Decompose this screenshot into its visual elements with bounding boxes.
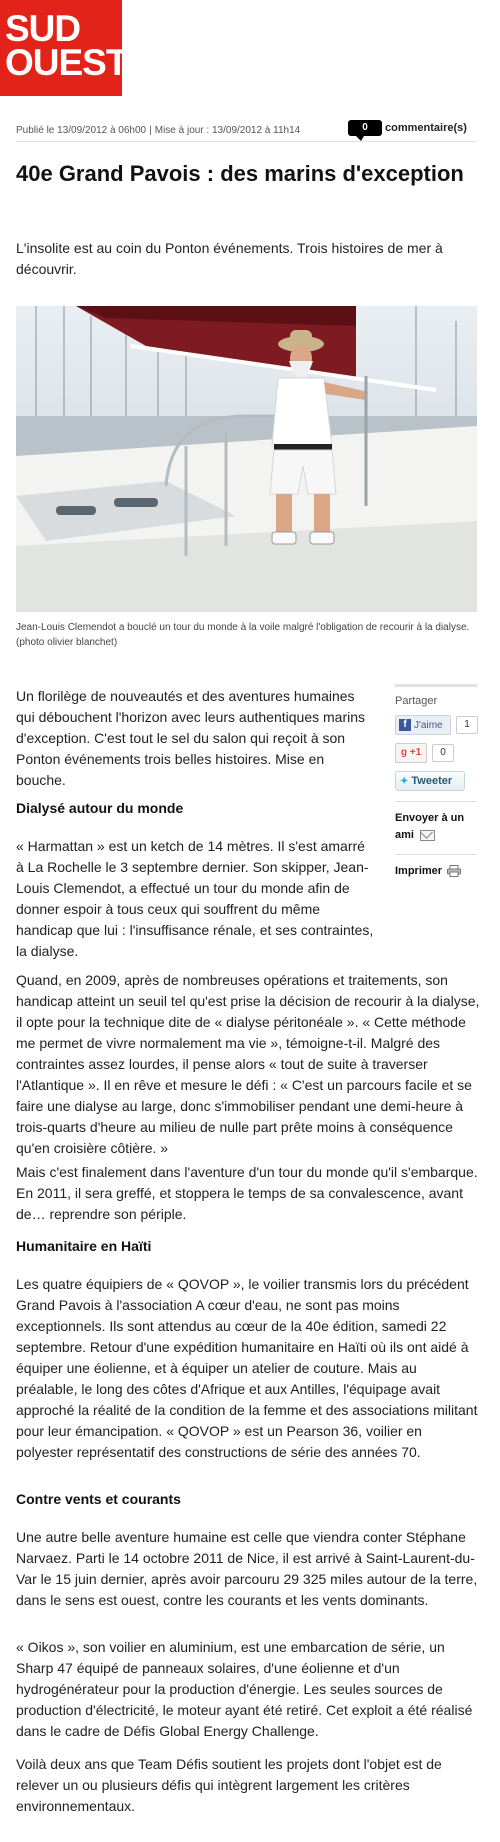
envelope-icon — [420, 830, 435, 841]
article-paragraph-4: Les quatre équipiers de « QOVOP », le voilier transmis lors du précédent Grand Pavois à l'association A cœur d'eau, ne sont pas moins exceptionnels. Ils sont attendus au cœur de la 40e édition, samedi 22 septembre. Retour d'une expédition humanitaire en Haïti où ils ont aidé à équiper une éolienne, et à équiper un atelier de couture. Mais au préalable, le long des côtes d'Afrique et aux Antilles, l'équipage avait approché la réalité de la condition de la femme et des associations militant pour leur émancipation. « QOVOP » est un Pearson 36, voilier en polyester représentatif des constructions de série des années 70. — [16, 1276, 478, 1460]
meta-separator: | — [149, 125, 152, 136]
send-to-friend-label: Envoyer à un ami — [395, 812, 465, 841]
printer-icon — [447, 865, 461, 877]
article-paragraph-intro: Un florilège de nouveautés et des aventures humaines qui débouchent l'horizon avec leurs authentiques marins d'exception. C'est tout le sel du salon qui reçoit à son Ponton événements trois belles histoires. Mise en bouche. — [16, 688, 366, 788]
print-rule — [395, 854, 477, 855]
logo-line-2: OUEST — [5, 42, 128, 83]
comment-bubble-icon — [348, 120, 382, 136]
tweet-label: Tweeter — [411, 775, 453, 787]
article-meta — [16, 125, 300, 136]
share-sidebar — [395, 684, 477, 880]
logo-line-1: SUD — [5, 8, 81, 49]
google-plus-count: 0 — [432, 744, 454, 762]
twitter-bird-icon: ✦ — [400, 775, 409, 787]
article-paragraph-1: « Harmattan » est un ketch de 14 mètres. Il s'est amarré à La Rochelle le 3 septembre dernier. Son skipper, Jean-Louis Clemendot, a effectué un tour du monde afin de donner espoir à tous ceux qui souffrent du même handicap que lui : l'insuffisance rénale, et ses contraintes, la dialyse. — [16, 838, 374, 959]
share-divider — [395, 684, 477, 687]
facebook-icon: f — [399, 719, 411, 731]
subheading-haiti: Humanitaire en Haïti — [16, 1238, 152, 1254]
article-paragraph-7: Voilà deux ans que Team Défis soutient les projets dont l'objet est de relever un ou plusieurs défis qui intègrent largement les critères environnementaux. — [16, 1756, 442, 1814]
article-paragraph-5: Une autre belle aventure humaine est celle que viendra conter Stéphane Narvaez. Parti le 14 octobre 2011 de Nice, il est arrivé à Saint-Laurent-du-Var le 15 juin dernier, après avoir parcouru 29 325 miles autour de la terre, dans le sens est ouest, contre les courants et les vents dominants. — [16, 1529, 478, 1608]
comments-count: 0 — [362, 122, 368, 133]
article-paragraph-6: « Oikos », son voilier en aluminium, est une embarcation de série, un Sharp 47 équipé de panneaux solaires, d'une éolienne et d'un hydrogénérateur pour la production d'énergie. Les seules sources de production d'électricité, le moteur ayant été retiré. Cet exploit a été réalisé dans le cadre de Défis Global Energy Challenge. — [16, 1639, 473, 1739]
facebook-like-button[interactable] — [395, 715, 451, 735]
photo-caption: Jean-Louis Clemendot a bouclé un tour du monde à la voile malgré l'obligation de recourir à la dialyse. (photo olivier blanchet) — [16, 622, 470, 648]
facebook-count: 1 — [456, 716, 478, 734]
google-plus-share[interactable] — [395, 743, 454, 763]
google-plus-label: +1 — [409, 747, 422, 758]
article-title: 40e Grand Pavois : des marins d'exception — [16, 161, 464, 186]
article-paragraph-3: Mais c'est finalement dans l'aventure d'un tour du monde qu'il s'embarque. En 2011, il sera greffé, et stoppera le temps de sa convalescence, avant de… reprendre son périple. — [16, 1164, 478, 1222]
tweet-button[interactable] — [395, 771, 465, 791]
comments-link[interactable] — [348, 120, 467, 136]
tweet-share[interactable] — [395, 771, 465, 791]
updated-date: Mise à jour : 13/09/2012 à 11h14 — [154, 125, 301, 136]
google-plus-icon[interactable]: g +1 — [395, 743, 427, 763]
facebook-like-label: J'aime — [414, 719, 443, 731]
subheading-contre-vents: Contre vents et courants — [16, 1491, 181, 1507]
print-link[interactable] — [395, 863, 477, 880]
article-photo — [16, 306, 477, 612]
meta-divider — [16, 141, 476, 142]
print-label: Imprimer — [395, 865, 443, 877]
comments-label: commentaire(s) — [385, 122, 467, 134]
published-date: Publié le 13/09/2012 à 06h00 — [16, 125, 147, 136]
article-paragraph-2: Quand, en 2009, après de nombreuses opérations et traitements, son handicap atteint un seuil tel qu'est prise la décision de recourir à la dialyse, il opte pour la technique dite de « dialyse péritonéale ». « Cette méthode me permet de vivre normalement ma vie », témoigne-t-il. Malgré des contraintes assez lourdes, il pense alors « tout de suite à traverser l'Atlantique ». Il en rêve et mesure le défi : « C'est un parcours facile et se faire une dialyse au large, donc s'immobiliser pendant une demi-heure à trois-quarts d'heure au milieu de nulle part prête moins à conséquence qu'en croisière côtière. » — [16, 972, 480, 1156]
subheading-dialyse: Dialysé autour du monde — [16, 800, 184, 816]
article-lead: L'insolite est au coin du Ponton événements. Trois histoires de mer à découvrir. — [16, 240, 443, 277]
send-to-friend-link[interactable] — [395, 810, 477, 844]
facebook-like[interactable] — [395, 715, 478, 735]
share-rule — [395, 801, 477, 802]
share-title: Partager — [395, 695, 438, 707]
sud-ouest-logo[interactable] — [0, 0, 128, 96]
